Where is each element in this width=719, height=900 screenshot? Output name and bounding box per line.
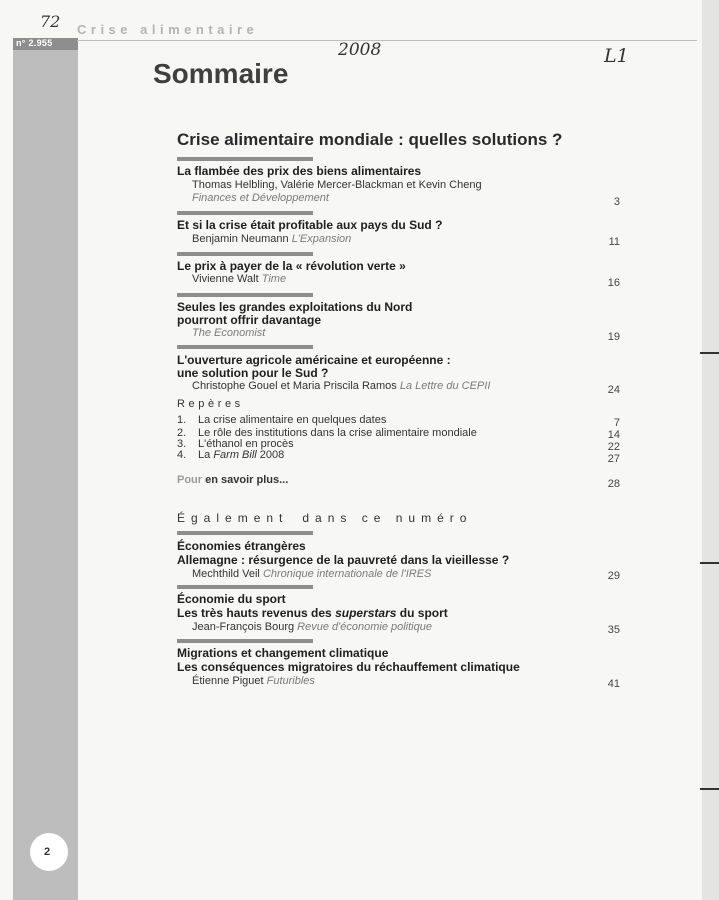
running-title-text: Crise alimentaire	[77, 22, 259, 37]
scan-mark	[700, 562, 719, 564]
handwritten-mark: L1	[604, 45, 629, 67]
repere-item	[177, 414, 386, 426]
article-publication: Time	[261, 273, 287, 285]
article-authors: Christophe Gouel et Maria Priscila Ramos	[192, 380, 397, 392]
repere-text: La	[198, 449, 211, 461]
repere-item	[177, 449, 284, 461]
article-page: 19	[607, 331, 620, 343]
article-source	[192, 192, 329, 204]
repere-text-italic: Farm Bill	[213, 449, 257, 461]
title-after: du sport	[399, 606, 448, 620]
article-publication: Revue d'économie politique	[297, 621, 432, 633]
article-title: Allemagne : résurgence de la pauvreté dans la vieillesse ?	[177, 553, 510, 567]
section-bar	[177, 293, 313, 297]
egalement-word: Également	[177, 511, 289, 525]
article-publication: L'Expansion	[291, 233, 352, 245]
article-title	[177, 607, 567, 620]
article-byline	[192, 621, 432, 633]
article-authors: Mechthild Veil	[192, 568, 260, 580]
article-publication: The Economist	[192, 327, 266, 339]
dossier-title: Crise alimentaire mondiale : quelles solutions ?	[177, 130, 563, 149]
rubric: Migrations et changement climatique	[177, 646, 389, 660]
article-publication: Finances et Développement	[192, 192, 329, 204]
article-byline	[192, 675, 315, 687]
reperes-title: Repères	[177, 398, 244, 410]
section-bar	[177, 211, 313, 215]
rubric: Économie du sport	[177, 592, 286, 606]
article-page: 11	[608, 236, 620, 248]
article-page: 24	[607, 384, 620, 396]
repere-page: 7	[613, 417, 620, 429]
repere-num: 1.	[177, 414, 187, 426]
repere-num: 3.	[177, 438, 187, 450]
repere-text: L'éthanol en procès	[198, 438, 294, 450]
article-title: Le prix à payer de la « révolution verte »	[177, 259, 406, 273]
section-bar	[177, 585, 313, 589]
article-publication: Chronique internationale de l'IRES	[262, 568, 432, 580]
section-bar	[177, 252, 313, 256]
pour-en-savoir-plus	[177, 474, 288, 486]
section-bar	[177, 345, 313, 349]
egalement-rest: dans ce numéro	[302, 511, 473, 525]
article-authors: Thomas Helbling, Valérie Mercer-Blackman et Kevin Cheng	[192, 179, 482, 191]
rubric: Économies étrangères	[177, 539, 306, 553]
page-title: Sommaire	[153, 58, 289, 89]
article-title: Et si la crise était profitable aux pays du Sud ?	[177, 218, 443, 232]
repere-page: 22	[607, 441, 620, 453]
article-byline	[192, 380, 490, 392]
savoir-page: 28	[607, 478, 620, 490]
scan-mark	[700, 352, 719, 354]
page-number: 2	[44, 846, 51, 858]
article-byline	[192, 568, 431, 580]
article-title-line2: pourront offrir davantage	[177, 313, 322, 327]
article-page: 29	[607, 570, 620, 582]
article-authors: Étienne Piguet	[192, 675, 264, 687]
savoir-pour: Pour	[177, 474, 203, 486]
title-before: Les très hauts revenus des	[177, 606, 332, 620]
article-title: Les conséquences migratoires du réchauffement climatique	[177, 660, 520, 674]
issue-number: n° 2.955	[16, 38, 53, 48]
section-bar	[177, 531, 313, 535]
article-page: 16	[607, 277, 620, 289]
section-bar	[177, 157, 313, 161]
header-rule	[77, 40, 697, 41]
article-title-line1: Seules les grandes exploitations du Nord	[177, 300, 413, 314]
article-byline	[192, 273, 286, 285]
scan-mark	[700, 788, 719, 790]
article-publication: Futuribles	[266, 675, 315, 687]
article-publication: La Lettre du CEPII	[399, 380, 491, 392]
article-page: 3	[613, 196, 620, 208]
repere-text: La crise alimentaire en quelques dates	[198, 414, 387, 426]
repere-page: 14	[607, 429, 620, 441]
handwritten-date: 2008	[338, 40, 382, 60]
egalement-heading	[177, 511, 472, 525]
article-page: 35	[607, 624, 620, 636]
scan-edge	[702, 0, 719, 900]
repere-num: 4.	[177, 449, 187, 461]
article-page: 41	[607, 678, 620, 690]
handwritten-note: 72	[40, 12, 61, 31]
article-title: La flambée des prix des biens alimentaires	[177, 164, 422, 178]
article-authors: Benjamin Neumann	[192, 233, 289, 245]
article-authors: Vivienne Walt	[192, 273, 259, 285]
repere-text: 2008	[259, 449, 285, 461]
page-number-badge	[30, 833, 68, 871]
title-italic: superstars	[335, 606, 397, 620]
repere-page: 27	[607, 453, 620, 465]
section-bar	[177, 639, 313, 643]
article-byline	[192, 233, 351, 245]
repere-num: 2.	[177, 427, 187, 439]
repere-text: Le rôle des institutions dans la crise alimentaire mondiale	[198, 427, 477, 439]
article-title-line2: une solution pour le Sud ?	[177, 366, 329, 380]
article-title-line1: L'ouverture agricole américaine et européenne :	[177, 353, 451, 367]
sidebar-band	[13, 38, 78, 900]
article-authors: Jean-François Bourg	[192, 621, 295, 633]
savoir-rest: en savoir plus...	[205, 474, 289, 486]
running-title	[77, 22, 258, 37]
article-source	[192, 327, 265, 339]
